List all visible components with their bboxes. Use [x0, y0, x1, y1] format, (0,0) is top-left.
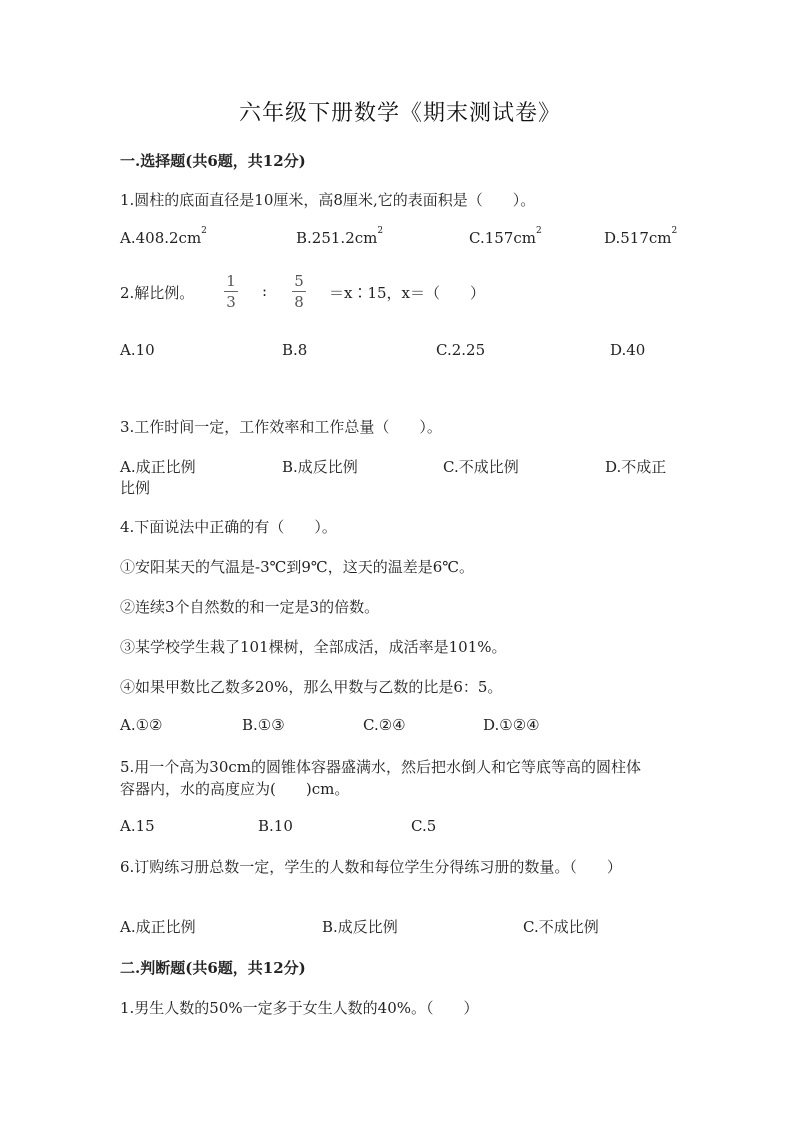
- question-6-stem: 6.订购练习册总数一定，学生的人数和每位学生分得练习册的数量。（ ）: [120, 858, 622, 876]
- section-heading-judgement: 二.判断题(共6题，共12分): [120, 959, 306, 977]
- q3-option-d: D.不成正: [605, 458, 667, 476]
- question-2-stem-prefix: 2.解比例。: [120, 284, 195, 302]
- question-3-stem: 3.工作时间一定，工作效率和工作总量（ ）。: [120, 418, 442, 436]
- q2-option-d: D.40: [610, 341, 646, 359]
- question-1-stem: 1.圆柱的底面直径是10厘米，高8厘米,它的表面积是（ ）。: [120, 191, 536, 209]
- q1-option-a: $A.408.2cm^2$: [120, 226, 207, 247]
- q1-option-b: $B.251.2cm^2$: [296, 226, 384, 247]
- q3-option-b: B.成反比例: [282, 458, 358, 476]
- q6-option-c: C.不成比例: [523, 918, 599, 936]
- q6-option-b: B.成反比例: [322, 918, 398, 936]
- q4-option-a: A.①②: [120, 716, 163, 734]
- q5-option-a: A.15: [120, 817, 155, 835]
- q4-option-c: C.②④: [363, 716, 406, 734]
- q1-option-d: $D.517cm^2$: [604, 226, 678, 247]
- q2-option-c: C.2.25: [436, 341, 486, 359]
- q2-option-b: B.8: [282, 341, 308, 359]
- q1-option-c: $C.157cm^2$: [469, 226, 542, 247]
- ratio-colon: :: [262, 282, 268, 300]
- page-title: 六年级下册数学《期末测试卷》: [238, 101, 561, 126]
- q5-option-b: B.10: [258, 817, 293, 835]
- fraction-five-eighths: 5 8: [292, 273, 306, 310]
- q5-option-c: C.5: [411, 817, 437, 835]
- question-4-stem: 4.下面说法中正确的有（ ）。: [120, 518, 337, 536]
- q4-option-d: D.①②④: [483, 716, 540, 734]
- judgement-question-1-stem: 1.男生人数的50%一定多于女生人数的40%。（ ）: [120, 999, 479, 1017]
- fraction-one-third: 1 3: [224, 273, 238, 310]
- q3-option-d-wrap: 比例: [120, 479, 151, 497]
- question-5-stem-line-1: 5.用一个高为30cm的圆锥体容器盛满水，然后把水倒人和它等底等高的圆柱体: [120, 758, 642, 776]
- q4-statement-4: ④如果甲数比乙数多20%，那么甲数与乙数的比是6：5。: [120, 678, 503, 696]
- q3-option-a: A.成正比例: [120, 458, 196, 476]
- q4-statement-3: ③某学校学生栽了101棵树，全部成活，成活率是101%。: [120, 638, 507, 656]
- q6-option-a: A.成正比例: [120, 918, 196, 936]
- q2-option-a: A.10: [120, 341, 155, 359]
- q4-statement-1: ①安阳某天的气温是-3℃到9℃，这天的温差是6℃。: [120, 558, 475, 576]
- section-heading-choice: 一.选择题(共6题，共12分): [120, 152, 306, 170]
- question-5-stem-line-2: 容器内，水的高度应为( )cm。: [120, 780, 350, 798]
- q4-option-b: B.①③: [242, 716, 285, 734]
- q3-option-c: C.不成比例: [443, 458, 519, 476]
- q4-statement-2: ②连续3个自然数的和一定是3的倍数。: [120, 598, 380, 616]
- question-2-stem-suffix: ＝x∶15，x＝（ ）: [329, 284, 486, 302]
